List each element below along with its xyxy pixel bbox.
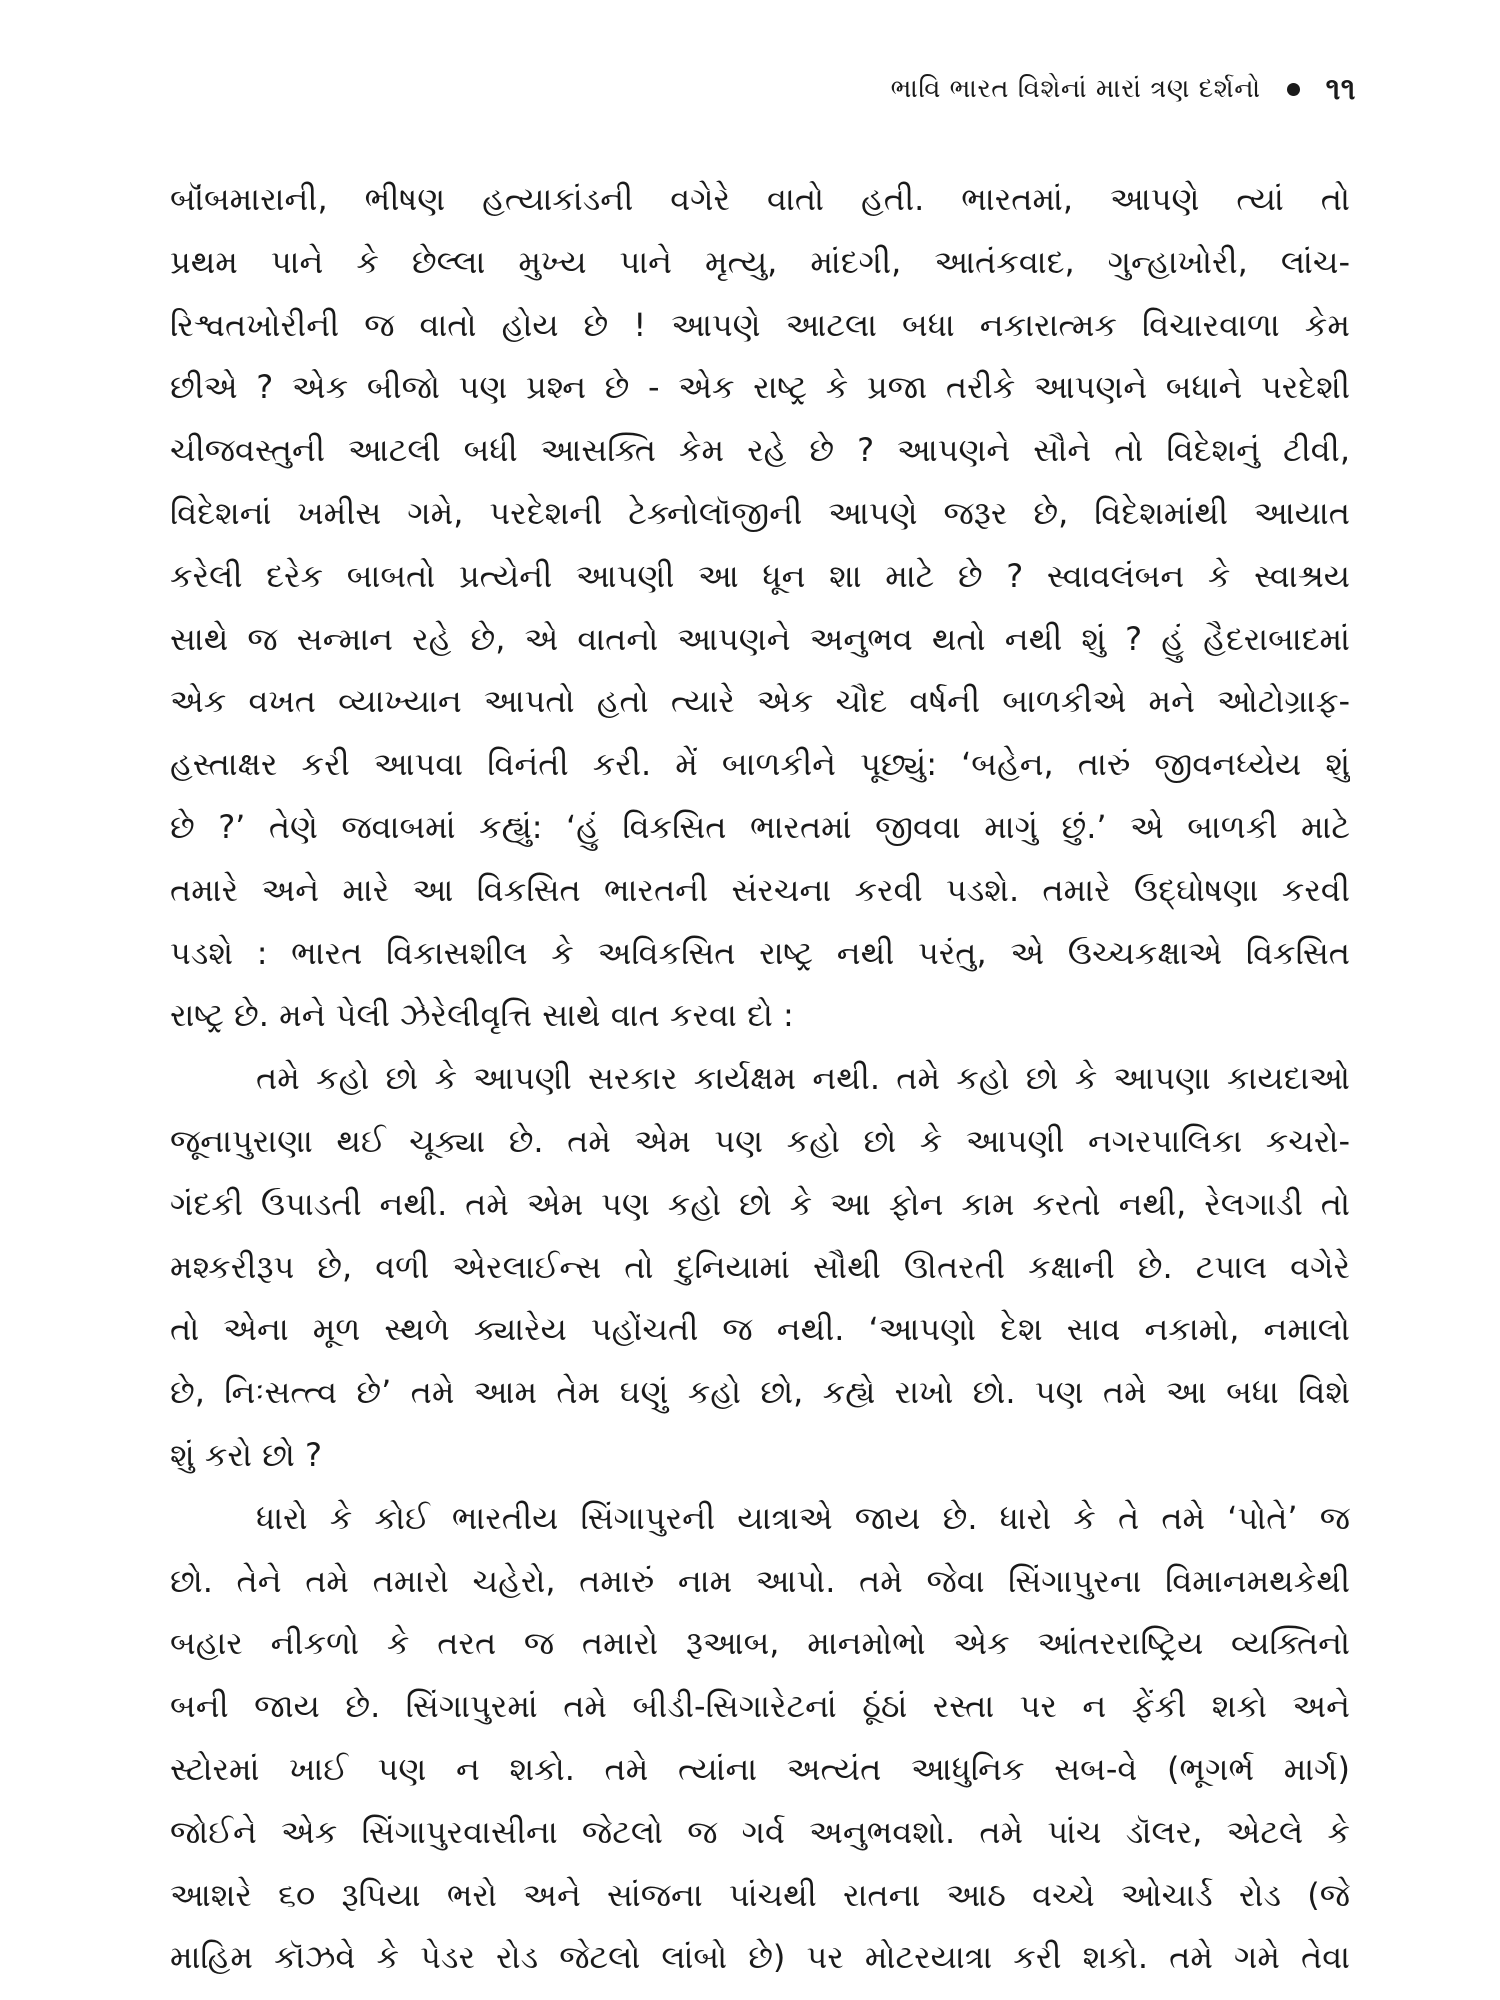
text-line: રિશ્વતખોરીની જ વાતો હોય છે ! આપણે આટલા બધા નકારાત્મક વિચારવાળા કેમ xyxy=(170,305,1350,344)
body-text xyxy=(170,168,1350,1989)
paragraph-1 xyxy=(170,168,1350,1047)
text-line: સ્ટોરમાં ખાઈ પણ ન શકો. તમે ત્યાંના અત્યંત આધુનિક સબ-વે (ભૂગર્ભ માર્ગ) xyxy=(170,1749,1350,1788)
text-line: કરેલી દરેક બાબતો પ્રત્યેની આપણી આ ધૂન શા માટે છે ? સ્વાવલંબન કે સ્વાશ્રય xyxy=(170,556,1350,595)
text-line: છીએ ? એક બીજો પણ પ્રશ્ન છે - એક રાષ્ટ્ર કે પ્રજા તરીકે આપણને બધાને પરદેશી xyxy=(170,368,1350,407)
text-line: ધારો કે કોઈ ભારતીય સિંગાપુરની યાત્રાએ જાય છે. ધારો કે તે તમે ‘પોતે’ જ xyxy=(256,1498,1350,1537)
bullet-separator-icon xyxy=(1287,83,1300,96)
text-line: પડશે : ભારત વિકાસશીલ કે અવિકસિત રાષ્ટ્ર નથી પરંતુ, એ ઉચ્ચકક્ષાએ વિકસિત xyxy=(170,933,1350,972)
text-line: રાષ્ટ્ર છે. મને પેલી ઝેરેલીવૃત્તિ સાથે વાત કરવા દો : xyxy=(170,996,794,1035)
text-line: માહિમ કૉઝવે કે પેડર રોડ જેટલો લાંબો છે) પર મોટરયાત્રા કરી શકો. તમે ગમે તેવા xyxy=(170,1938,1350,1977)
text-line: સાથે જ સન્માન રહે છે, એ વાતનો આપણને અનુભવ થતો નથી શું ? હું હૈદરાબાદમાં xyxy=(170,619,1350,658)
text-line: છે, નિઃસત્ત્વ છે’ તમે આમ તેમ ઘણું કહો છો, કહ્યે રાખો છો. પણ તમે આ બધા વિશે xyxy=(170,1373,1350,1412)
text-line: બહાર નીકળો કે તરત જ તમારો રૂઆબ, માનમોભો એક આંતરરાષ્ટ્રિય વ્યક્તિનો xyxy=(170,1624,1350,1663)
text-line: છે ?’ તેણે જવાબમાં કહ્યું: ‘હું વિકસિત ભારતમાં જીવવા માગું છું.’ એ બાળકી માટે xyxy=(170,807,1350,846)
text-line: જૂનાપુરાણા થઈ ચૂક્યા છે. તમે એમ પણ કહો છો કે આપણી નગરપાલિકા કચરો- xyxy=(170,1121,1350,1160)
text-line: મશ્કરીરૂપ છે, વળી એરલાઈન્સ તો દુનિયામાં સૌથી ઊતરતી કક્ષાની છે. ટપાલ વગેરે xyxy=(170,1247,1350,1286)
running-header xyxy=(891,64,1356,114)
paragraph-2 xyxy=(170,1047,1350,1487)
text-line: તમે કહો છો કે આપણી સરકાર કાર્યક્ષમ નથી. તમે કહો છો કે આપણા કાયદાઓ xyxy=(256,1059,1350,1098)
text-line: પ્રથમ પાને કે છેલ્લા મુખ્ય પાને મૃત્યુ, માંદગી, આતંકવાદ, ગુન્હાખોરી, લાંચ- xyxy=(170,242,1350,281)
text-line: આશરે ૬૦ રૂપિયા ભરો અને સાંજના પાંચથી રાતના આઠ વચ્ચે ઓચાર્ડ રોડ (જે xyxy=(170,1875,1350,1914)
text-line: જોઈને એક સિંગાપુરવાસીના જેટલો જ ગર્વ અનુભવશો. તમે પાંચ ડૉલર, એટલે કે xyxy=(170,1812,1350,1851)
paragraph-3 xyxy=(170,1487,1350,1989)
text-line: એક વખત વ્યાખ્યાન આપતો હતો ત્યારે એક ચૌદ વર્ષની બાળકીએ મને ઓટોગ્રાફ- xyxy=(170,682,1350,721)
page-number: ૧૧ xyxy=(1325,71,1356,107)
text-line: વિદેશનાં ખમીસ ગમે, પરદેશની ટેક્નોલૉજીની આપણે જરૂર છે, વિદેશમાંથી આયાત xyxy=(170,493,1350,532)
chapter-title: ભાવિ ભારત વિશેનાં મારાં ત્રણ દર્શનો xyxy=(890,73,1261,104)
text-line: ગંદકી ઉપાડતી નથી. તમે એમ પણ કહો છો કે આ ફોન કામ કરતો નથી, રેલગાડી તો xyxy=(170,1184,1350,1223)
text-line: બૉંબમારાની, ભીષણ હત્યાકાંડની વગેરે વાતો હતી. ભારતમાં, આપણે ત્યાં તો xyxy=(170,180,1350,218)
text-line: તમારે અને મારે આ વિકસિત ભારતની સંરચના કરવી પડશે. તમારે ઉદ્ઘોષણા કરવી xyxy=(170,870,1350,909)
text-line: છો. તેને તમે તમારો ચહેરો, તમારું નામ આપો. તમે જેવા સિંગાપુરના વિમાનમથકેથી xyxy=(170,1561,1350,1600)
text-line: શું કરો છો ? xyxy=(170,1435,323,1474)
text-line: હસ્તાક્ષર કરી આપવા વિનંતી કરી. મેં બાળકીને પૂછ્યું: ‘બહેન, તારું જીવનધ્યેય શું xyxy=(170,745,1350,784)
text-line: ચીજવસ્તુની આટલી બધી આસક્તિ કેમ રહે છે ? આપણને સૌને તો વિદેશનું ટીવી, xyxy=(170,431,1350,470)
text-line: બની જાય છે. સિંગાપુરમાં તમે બીડી-સિગારેટનાં ઠૂંઠાં રસ્તા પર ન ફેંકી શકો અને xyxy=(170,1687,1350,1726)
text-line: તો એના મૂળ સ્થળે ક્યારેય પહોંચતી જ નથી. ‘આપણો દેશ સાવ નકામો, નમાલો xyxy=(170,1310,1350,1349)
